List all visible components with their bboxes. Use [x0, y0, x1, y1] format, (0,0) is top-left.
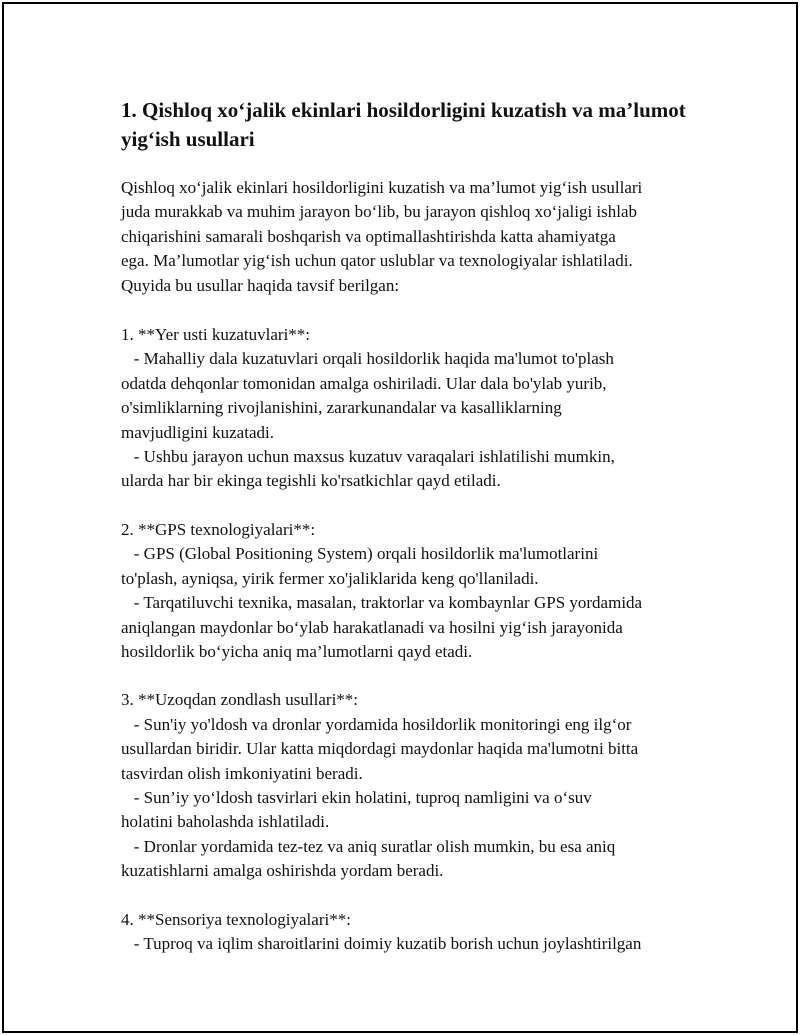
section-line: o'simliklarning rivojlanishini, zararkunandalar va kasalliklarning [121, 398, 562, 418]
section-line: holatini baholashda ishlatiladi. [121, 812, 330, 832]
section-heading: 4. **Sensoriya texnologiyalari**: [121, 909, 351, 929]
section-gps [121, 518, 701, 664]
section-ground-observations [121, 323, 701, 494]
section-line: kuzatishlarni amalga oshirishda yordam beradi. [121, 861, 444, 881]
intro-line: Quyida bu usullar haqida tavsif berilgan: [121, 275, 400, 295]
document-body [121, 96, 701, 980]
section-line: - Ushbu jarayon uchun maxsus kuzatuv varaqalari ishlatilishi mumkin, [121, 447, 615, 467]
intro-paragraph [121, 176, 701, 298]
section-line: ularda har bir ekinga tegishli ko'rsatkichlar qayd etiladi. [121, 471, 501, 491]
section-line: mavjudligini kuzatadi. [121, 422, 274, 442]
section-line: usullardan biridir. Ular katta miqdordagi maydonlar haqida ma'lumotni bitta [121, 739, 639, 759]
section-line: - Sun'iy yo'ldosh va dronlar yordamida hosildorlik monitoringi eng ilg‘or [121, 714, 632, 734]
section-line: - Tarqatiluvchi texnika, masalan, traktorlar va kombaynlar GPS yordamida [121, 593, 643, 613]
section-heading: 3. **Uzoqdan zondlash usullari**: [121, 690, 359, 710]
intro-line: juda murakkab va muhim jarayon bo‘lib, bu jarayon qishloq xo‘jaligi ishlab [121, 202, 638, 222]
section-heading: 1. **Yer usti kuzatuvlari**: [121, 325, 311, 345]
section-line: - Tuproq va iqlim sharoitlarini doimiy kuzatib borish uchun joylashtirilgan [121, 933, 642, 953]
section-line: - Dronlar yordamida tez-tez va aniq suratlar olish mumkin, bu esa aniq [121, 836, 616, 856]
intro-line: ega. Ma’lumotlar yig‘ish uchun qator uslublar va texnologiyalar ishlatiladi. [121, 251, 633, 271]
document-title: 1. Qishloq xo‘jalik ekinlari hosildorligini kuzatish va ma’lumot yig‘ish usullari [121, 98, 686, 151]
section-line: odatda dehqonlar tomonidan amalga oshiriladi. Ular dala bo'ylab yurib, [121, 373, 607, 393]
section-line: tasvirdan olish imkoniyatini beradi. [121, 763, 363, 783]
section-line: - GPS (Global Positioning System) orqali hosildorlik ma'lumotlarini [121, 544, 599, 564]
section-line: - Sun’iy yo‘ldosh tasvirlari ekin holatini, tuproq namligini va o‘suv [121, 787, 592, 807]
section-line: to'plash, ayniqsa, yirik fermer xo'jaliklarida keng qo'llaniladi. [121, 568, 539, 588]
section-sensor-tech [121, 908, 701, 957]
section-line: - Mahalliy dala kuzatuvlari orqali hosildorlik haqida ma'lumot to'plash [121, 349, 614, 369]
section-remote-sensing [121, 688, 701, 883]
section-line: hosildorlik bo‘yicha aniq ma’lumotlarni qayd etadi. [121, 641, 473, 661]
page-frame [2, 2, 798, 1033]
intro-line: chiqarishini samarali boshqarish va optimallashtirishda katta ahamiyatga [121, 226, 616, 246]
section-line: aniqlangan maydonlar bo‘ylab harakatlanadi va hosilni yig‘ish jarayonida [121, 617, 623, 637]
section-heading: 2. **GPS texnologiyalari**: [121, 519, 316, 539]
intro-line: Qishloq xo‘jalik ekinlari hosildorligini kuzatish va ma’lumot yig‘ish usullari [121, 178, 643, 197]
